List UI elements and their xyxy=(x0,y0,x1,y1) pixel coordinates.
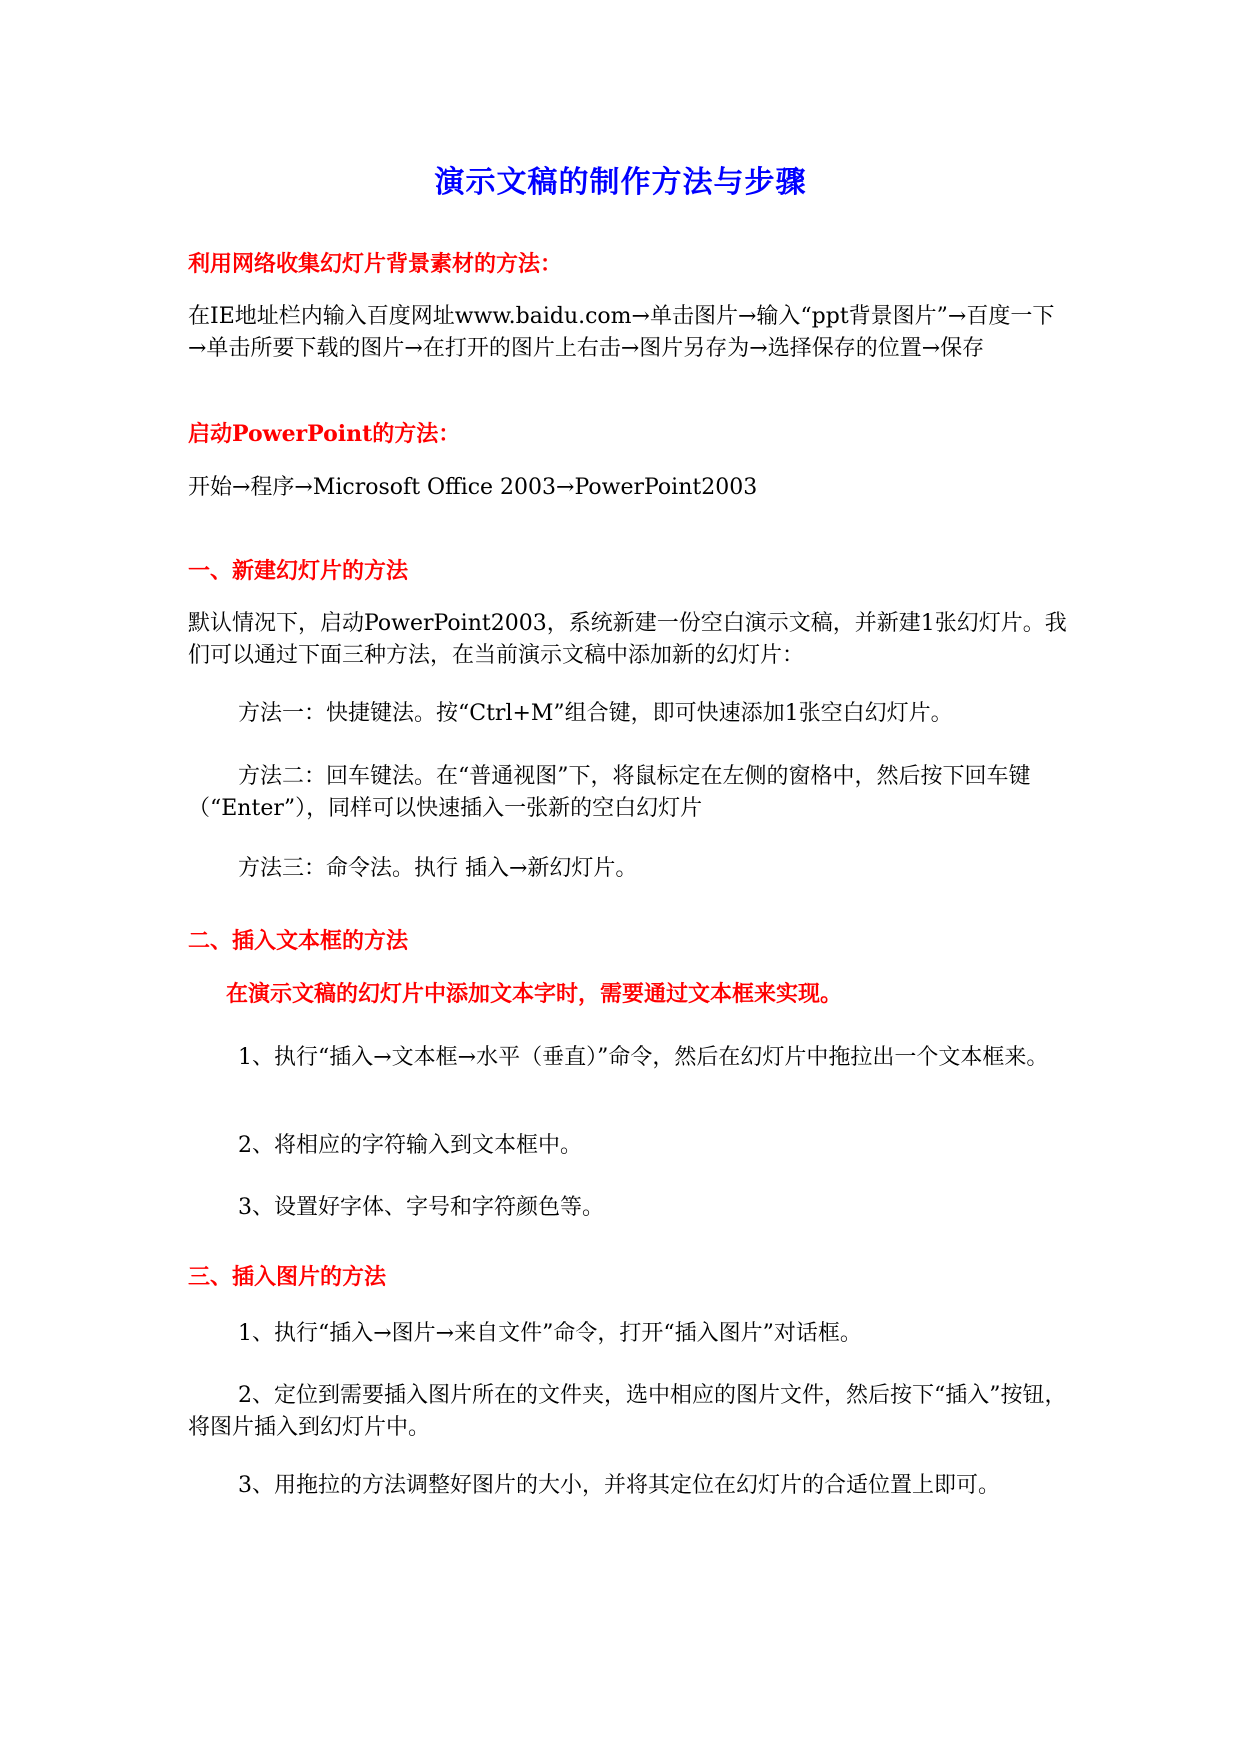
section-heading-web-materials: 利用网络收集幻灯片背景素材的方法： xyxy=(188,251,563,277)
section-heading-new-slide: 一、新建幻灯片的方法 xyxy=(188,558,409,584)
paragraph-new-slide-method-1: 方法一：快捷键法。按“Ctrl+M”组合键，即可快速添加1张空白幻灯片。 xyxy=(238,701,953,726)
paragraph-picture-step-1: 1、执行“插入→图片→来自文件”命令，打开“插入图片”对话框。 xyxy=(238,1321,862,1346)
paragraph-launch-steps: 开始→程序→Microsoft Office 2003→PowerPoint2003 xyxy=(188,475,758,500)
paragraph-web-materials-steps: 在IE地址栏内输入百度网址www.baidu.com→单击图片→输入“ppt背景图片”→百度一下→单击所要下载的图片→在打开的图片上右击→图片另存为→选择保存的位置→保存 xyxy=(188,304,1055,361)
section-heading-launch-powerpoint: 启动PowerPoint的方法： xyxy=(188,421,461,447)
paragraph-new-slide-method-3: 方法三：命令法。执行 插入→新幻灯片。 xyxy=(238,856,638,881)
section-heading-textbox: 二、插入文本框的方法 xyxy=(188,928,409,954)
paragraph-textbox-note: 在演示文稿的幻灯片中添加文本字时，需要通过文本框来实现。 xyxy=(226,981,843,1007)
paragraph-textbox-step-1: 1、执行“插入→文本框→水平（垂直）”命令，然后在幻灯片中拖拉出一个文本框来。 xyxy=(238,1045,1049,1070)
paragraph-textbox-step-2: 2、将相应的字符输入到文本框中。 xyxy=(238,1133,582,1158)
section-heading-picture: 三、插入图片的方法 xyxy=(188,1264,387,1290)
document-title: 演示文稿的制作方法与步骤 xyxy=(434,165,807,200)
paragraph-textbox-step-3: 3、设置好字体、字号和字符颜色等。 xyxy=(238,1195,604,1220)
paragraph-picture-step-3: 3、用拖拉的方法调整好图片的大小，并将其定位在幻灯片的合适位置上即可。 xyxy=(238,1473,1000,1498)
paragraph-new-slide-method-2: 方法二：回车键法。在“普通视图”下，将鼠标定在左侧的窗格中，然后按下回车键（“Enter”），同样可以快速插入一张新的空白幻灯片 xyxy=(188,764,1031,821)
paragraph-new-slide-intro: 默认情况下，启动PowerPoint2003，系统新建一份空白演示文稿，并新建1张幻灯片。我们可以通过下面三种方法，在当前演示文稿中添加新的幻灯片： xyxy=(188,611,1067,668)
paragraph-picture-step-2: 2、定位到需要插入图片所在的文件夹，选中相应的图片文件，然后按下“插入”按钮，将图片插入到幻灯片中。 xyxy=(188,1383,1067,1440)
